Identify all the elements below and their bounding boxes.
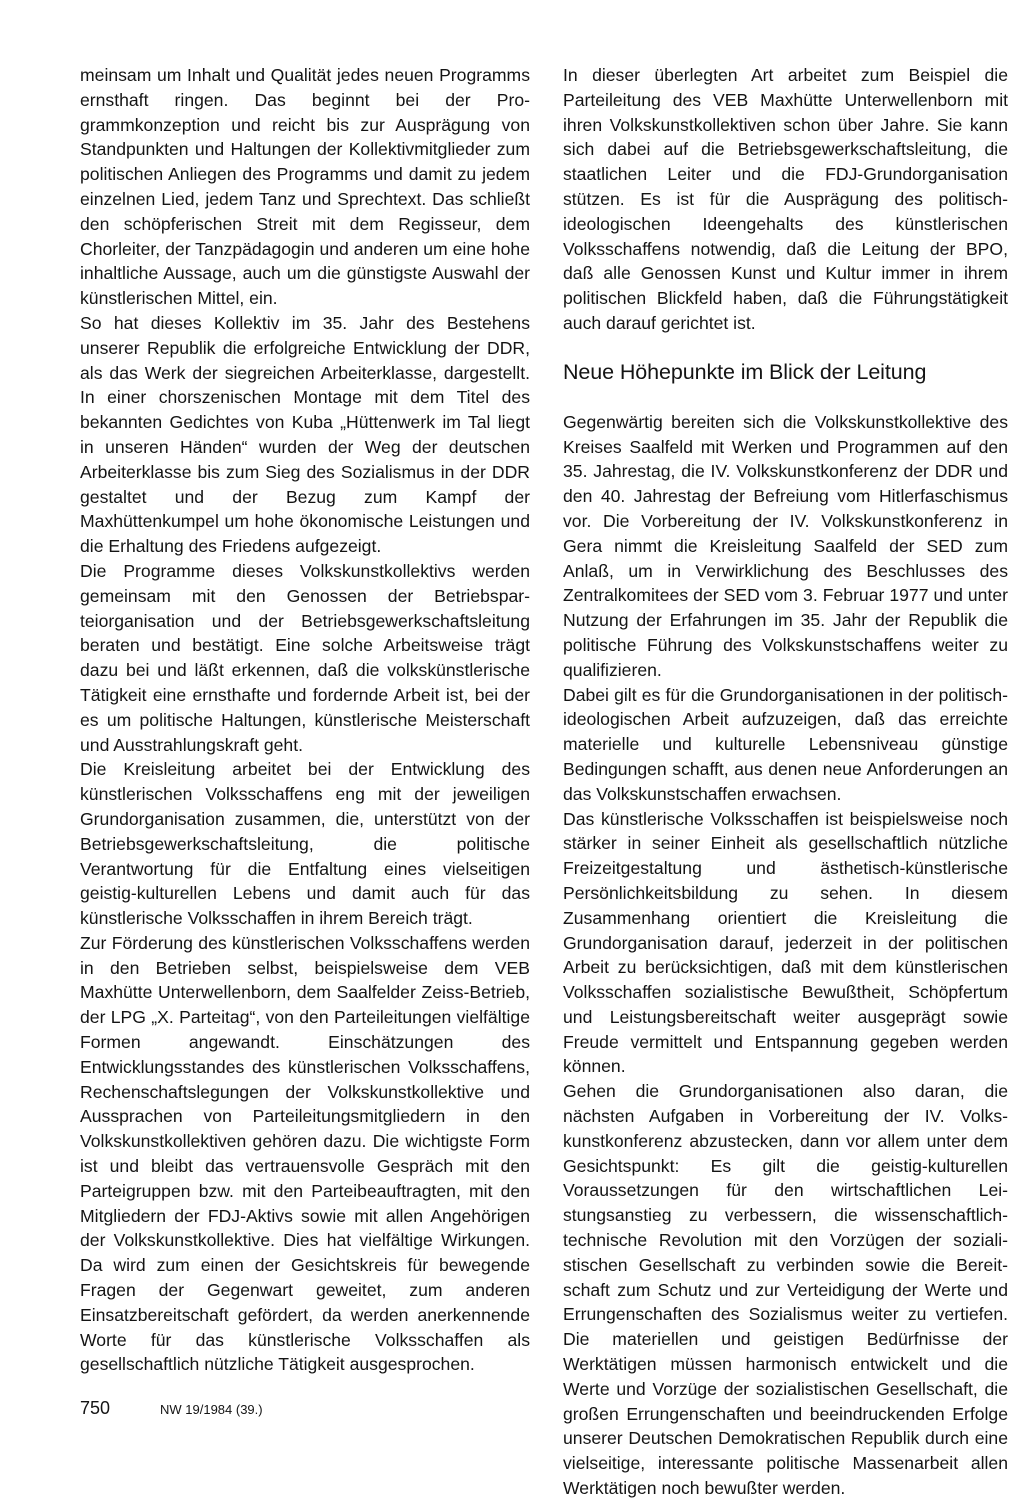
paragraph: Zur Förderung des künstlerischen Volksschaffens werden in den Betrieben selbst, beispielsweise dem VEB Maxhütte Unterwellenborn, dem Saalfelder Zeiss-Betrieb, der LPG „X. Parteitag“, von den Parteileitungen vielfältige Formen angewandt. Einschätzungen des Entwicklungsstandes des künstlerischen Volksschaffens, Rechenschaftslegungen der Volkskunstkollektive und Aussprachen von Parteileitungsmitgliedern in den Volkskunstkollektiven gehören dazu. Die wichtigste Form ist und bleibt das vertrauensvolle Gespräch mit den Parteigruppen bzw. mit den Parteibeauftragten, mit den Mitgliedern der FDJ-Aktivs sowie mit allen Angehörigen der Volkskunstkollektive. Dies hat vielfältige Wirkungen. Da wird zum einen der Gesichtskreis für bewegende Fragen der Gegenwart geweitet, zum anderen Einsatzbereitschaft gefördert, da werden anerkennende Worte für das künstlerische Volksschaffen als gesellschaftlich nützliche Tätigkeit ausgesprochen. <box>80 932 530 1375</box>
paragraph: Das künstlerische Volksschaffen ist beispielsweise noch stärker in seiner Einheit als gesellschaftlich nützliche Freizeitgestaltung und ästhetisch-künstlerische Persönlichkeitsbildung zu sehen. In diesem Zusammenhang orientiert die Kreisleitung die Grundorganisation darauf, jederzeit in der politischen Arbeit zu berücksichtigen, daß mit dem künstlerischen Volksschaffen sozialistische Bewußtheit, Schöpfertum und Leistungsbereitschaft weiter ausgeprägt sowie Freude vermittelt und Entspannung gegeben werden können. <box>563 808 1008 1077</box>
issue-label: NW 19/1984 (39.) <box>160 1402 263 1417</box>
paragraph: Dabei gilt es für die Grundorganisationen in der politisch-ideologischen Arbeit aufzuzeigen, daß das erreichte materielle und kulturelle Lebensniveau günstige Bedingungen schafft, aus denen neue Anforderungen an das Volkskunstschaffen erwachsen. <box>563 684 1008 804</box>
paragraph: meinsam um Inhalt und Qualität jedes neuen Programms ernsthaft ringen. Das beginnt bei der Programmkonzeption und reicht bis zur Ausprägung von Standpunkten und Haltungen der Kollektivmitglieder zum politischen Anliegen des Programms und damit zu jedem einzelnen Lied, jedem Tanz und Sprechtext. Das schließt den schöpferischen Streit mit dem Regisseur, dem Chorleiter, der Tanzpädagogin und anderen um eine hohe inhaltliche Aussage, auch um die günstigste Auswahl der künstlerischen Mittel, ein. <box>80 65 530 309</box>
paragraph: Gegenwärtig bereiten sich die Volkskunstkollektive des Kreises Saalfeld mit Werken und Programmen auf den 35. Jahrestag, die IV. Volkskunstkonferenz der DDR und den 40. Jahrestag der Befreiung vom Hitlerfaschismus vor. Die Vorbereitung der IV. Volkskunstkonferenz in Gera nimmt die Kreisleitung Saalfeld der SED zum Anlaß, um in Verwirklichung des Beschlusses des Zentralkomitees der SED vom 3. Februar 1977 und unter Nutzung der Erfahrungen im 35. Jahr der Republik die politische Führung des Volkskunstschaffens weiter zu qualifizieren. <box>563 411 1008 680</box>
paragraph: Die Programme dieses Volkskunstkollektivs werden gemeinsam mit den Genossen der Betriebsparteiorganisation und der Betriebsgewerkschaftsleitung beraten und bestätigt. Eine solche Arbeitsweise trägt dazu bei und läßt erkennen, daß die volkskünstlerische Tätigkeit eine ernsthafte und fordernde Arbeit ist, bei der es um politische Haltungen, künstlerische Meisterschaft und Ausstrahlungskraft geht. <box>80 560 530 755</box>
right-column <box>563 63 1008 1501</box>
page-number: 750 <box>80 1398 111 1418</box>
paragraph: Die Kreisleitung arbeitet bei der Entwicklung des künstlerischen Volksschaffens eng mit der jeweiligen Grundorganisation zusammen, die, unterstützt von der Betriebsgewerkschaftsleitung, die politische Verantwortung für die Entfaltung eines vielseitigen geistig-kulturellen Lebens und damit auch für das künstlerische Volksschaffen in ihrem Bereich trägt. <box>80 759 530 929</box>
left-column <box>80 63 530 1377</box>
paragraph: In dieser überlegten Art arbeitet zum Beispiel die Parteileitung des VEB Maxhütte Unterwellenborn mit ihren Volkskunstkollektiven schon über Jahre. Sie kann sich dabei auf die Betriebsgewerkschaftsleitung, die staatlichen Leiter und die FDJ-Grundorganisation stützen. Es ist für die Ausprägung des politisch-ideologischen Ideengehalts des künstlerischen Volksschaffens notwendig, daß die Leitung der BPO, daß alle Genossen Kunst und Kultur immer in ihrem politischen Blickfeld haben, daß die Führungstätigkeit auch darauf gerichtet ist. <box>563 65 1008 333</box>
paragraph: Gehen die Grundorganisationen also daran, die nächsten Aufgaben in Vorbereitung der IV. Volkskunstkonferenz abzustecken, dann vor allem unter dem Gesichtspunkt: Es gilt die geistig-kulturellen Voraussetzungen für den wirtschaftlichen Leistungsanstieg zu verbessern, die wissenschaftlich-technische Revolution mit den Vorzügen der sozialistischen Gesellschaft zu verbinden sowie die Bereitschaft zum Schutz und zur Verteidigung der Werte und Errungenschaften des Sozialismus weiter zu vertiefen. Die materiellen und geistigen Bedürfnisse der Werktätigen müssen harmonisch entwickelt und die Werte und Vorzüge der sozialistischen Gesellschaft, die großen Errungenschaften und beeindruckenden Erfolge unserer Deutschen Demokratischen Republik durch eine vielseitige, interessante politische Massenarbeit allen Werktätigen noch bewußter werden. <box>563 1081 1008 1499</box>
section-heading: Neue Höhepunkte im Blick der Leitung <box>563 359 927 384</box>
paragraph: So hat dieses Kollektiv im 35. Jahr des Bestehens unserer Republik die erfolgreiche Entwicklung der DDR, als das Werk der siegreichen Arbeiterklasse, dargestellt. In einer chorszenischen Montage mit dem Titel des bekannten Gedichtes von Kuba „Hüttenwerk im Tal liegt in unseren Händen“ wurden der Weg der deutschen Arbeiterklasse bis zum Sieg des Sozialismus in der DDR gestaltet und der Bezug zum Kampf der Maxhüttenkumpel um hohe ökonomische Leistungen und die Erhaltung des Friedens aufgezeigt. <box>80 312 530 557</box>
